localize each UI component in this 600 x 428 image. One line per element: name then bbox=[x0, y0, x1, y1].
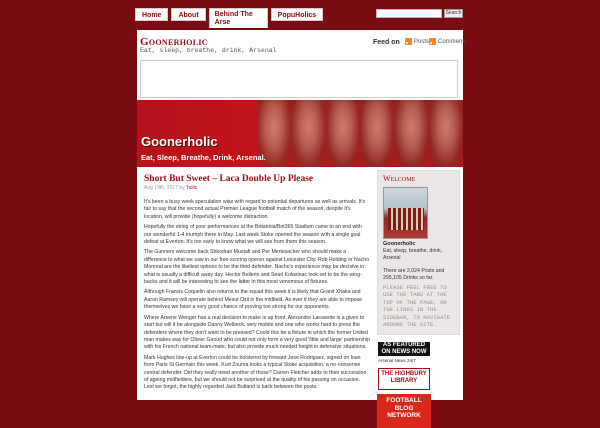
main-nav bbox=[135, 8, 323, 28]
post-meta bbox=[144, 185, 370, 191]
post-paragraph: It's been a busy week speculation wise with regard to potential departures as well as arrivals. It's fair to say that the second actual Premier League football match of the season, despite it's location, will provide (hopefully) a welcome distraction. bbox=[144, 199, 366, 220]
blog-post bbox=[144, 174, 370, 395]
post-paragraph: Although Francis Coquelin also returns to the squad this week it is likely that Granit Xhaka and Aaron Ramsey will operate behind Mesut Ozil in the midfield. As ever if they are able to impose themselves we have a very good chance of proving too strong for our opponents. bbox=[144, 289, 362, 311]
highbury-library-badge[interactable]: THE HIGHBURY LIBRARY bbox=[378, 368, 430, 390]
top-bar bbox=[0, 0, 600, 28]
newsnow-badge[interactable]: AS FEATURED ON NEWS NOW bbox=[378, 342, 430, 356]
newsnow-caption: Arsenal News 24/7 bbox=[378, 358, 416, 363]
welcome-widget bbox=[377, 170, 460, 335]
tab-home[interactable]: Home bbox=[135, 8, 168, 21]
post-author[interactable]: 'holic bbox=[185, 185, 198, 191]
ad-placeholder bbox=[140, 60, 458, 98]
post-paragraph: Where Arsene Wenger has a real decision to make is up front. Alexandre Lacazette is a given to start but will it be alongside Danny Welbeck, very mobile and one who works hard to press the defenders where they don't want to be pressed? Could this be a fixture in which the former United man makes way for Olivier Giroud who could not only form a very good 'little and large' partnership with his French national team-mate, but also provide much needed height in defensive situations. bbox=[144, 314, 371, 351]
blog-title[interactable]: Goonerholic bbox=[140, 36, 208, 48]
site-stats: There are 2,024 Posts and 295,105 Drinks so far. bbox=[383, 268, 445, 281]
author-name: Goonerholic bbox=[383, 241, 416, 247]
feed-posts-link[interactable] bbox=[405, 38, 429, 45]
rss-icon bbox=[405, 38, 412, 45]
sidebar bbox=[377, 170, 460, 419]
post-paragraph: The Gunners welcome back Shkodran Mustafi and Per Mertesacker who should make a difference to what we saw in our free-scoring opener against Leicester City. Rob Holding or Nacho Monreal are the likeliest options to be the third defender. Nacho's experience may be decisive in what is usually a difficult away day. Hector Bellerin and Sead Kolasinac look set to be the wing-backs and it will be interesting to see the latter in this most venomous of fixtures. bbox=[144, 249, 370, 286]
page-container bbox=[137, 30, 468, 419]
feed-posts-label: Posts bbox=[414, 38, 430, 45]
feed-label: Feed on bbox=[373, 39, 400, 46]
post-date: Aug 19th, 2017 by bbox=[144, 185, 185, 191]
blog-tagline: Eat, sleep, breathe, drink, Arsenal bbox=[140, 47, 277, 54]
tab-about[interactable]: About bbox=[171, 8, 205, 21]
post-paragraph: Hopefully the string of poor performances at the Britannia/Bet365 Stadium came to an end with our wonderful 1-4 triumph there in May. Last week Stoke opened the season with a single goal defeat at Everton. It's too early to know what we will see from them this season. bbox=[144, 224, 362, 246]
header-banner[interactable] bbox=[137, 100, 463, 167]
feed-comments-link[interactable] bbox=[429, 38, 467, 45]
banner-title: Goonerholic bbox=[141, 134, 218, 149]
welcome-title: Welcome bbox=[383, 174, 416, 183]
rss-icon bbox=[429, 38, 436, 45]
search-input[interactable] bbox=[376, 9, 442, 18]
tab-popuholics[interactable]: PopuHolics bbox=[271, 8, 324, 21]
author-description: Eat, sleep, breathe, drink, Arsenal bbox=[383, 248, 443, 261]
stadium-photo bbox=[383, 187, 428, 239]
post-title[interactable]: Short But Sweet – Laca Double Up Please bbox=[144, 174, 314, 184]
feed-comments-label: Comments bbox=[438, 38, 468, 45]
navigation-note: PLEASE FEEL FREE TO USE THE TABS AT THE TOP OF THE PAGE, OR THE LINKS IN THE SIDEBAR, TO NAVIGATE AROUND THE SITE. bbox=[383, 284, 451, 329]
banner-players-image bbox=[257, 100, 463, 167]
tab-behind-the-arse[interactable]: Behind The Arse bbox=[209, 8, 268, 28]
banner-subtitle: Eat, Sleep, Breathe, Drink, Arsenal. bbox=[141, 153, 266, 162]
search-button[interactable]: Search bbox=[445, 10, 462, 16]
post-paragraph: Mark Hughes line-up at Everton could be bolstered by forward Jese Rodriguez, signed on loan from Paris St Germain this week. Kurt Zouma looks a typical Stoke acquisition, a no-nonsense central defender. Did they really need another of those? Darren Fletcher adds to their succession of ageing midfielders, but we should not be surprised at the quality of his passing on occasion. Lest we forget, the highly regarded Jack Butland is back between the posts. bbox=[144, 354, 367, 391]
header bbox=[137, 30, 468, 98]
football-blog-network-badge[interactable]: FOOTBALL BLOG NETWORK bbox=[377, 394, 431, 428]
